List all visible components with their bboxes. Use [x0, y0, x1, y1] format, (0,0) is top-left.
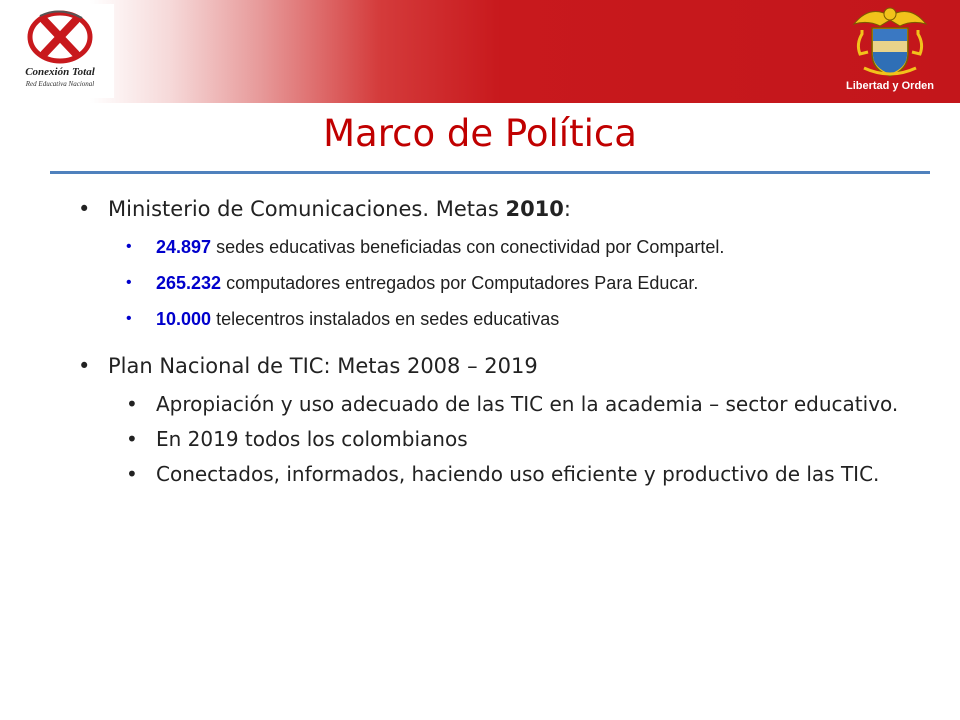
- sedes-number: 24.897: [156, 237, 212, 257]
- telecentros-number: 10.000: [156, 309, 212, 329]
- bullet-dot-icon: •: [78, 354, 91, 378]
- sub-bullet-apropiacion: [126, 392, 928, 417]
- logo-name: Conexión Total: [25, 66, 95, 78]
- bullet-dot-icon: •: [126, 274, 132, 291]
- colombianos-text: En 2019 todos los colombianos: [156, 427, 468, 451]
- ministerio-year: 2010: [505, 197, 564, 221]
- logo-subtitle: Red Educativa Nacional: [25, 80, 95, 88]
- slide-content: [78, 196, 928, 487]
- sub-bullet-colombianos: [126, 427, 928, 452]
- coat-of-arms-icon: [842, 4, 938, 80]
- x-logo-icon: [20, 8, 100, 66]
- sedes-text: sedes educativas beneficiadas con conectividad por Compartel.: [211, 237, 725, 257]
- page-title: Marco de Política: [323, 112, 637, 155]
- sub-bullet-telecentros: [126, 307, 928, 331]
- computadores-number: 265.232: [156, 273, 222, 293]
- sub-bullet-conectados: [126, 462, 928, 487]
- header-band: [0, 0, 960, 103]
- computadores-text: computadores entregados por Computadores Para Educar.: [221, 273, 699, 293]
- motto-text: Libertad y Orden: [845, 80, 935, 92]
- bullet-dot-icon: •: [126, 392, 138, 416]
- conexion-total-logo: [6, 4, 114, 98]
- apropiacion-text: Apropiación y uso adecuado de las TIC en la academia – sector educativo.: [156, 392, 899, 416]
- title-divider: [50, 171, 930, 174]
- sub-bullet-computadores: [126, 271, 928, 295]
- bullet-dot-icon: •: [126, 238, 132, 255]
- conectados-text: Conectados, informados, haciendo uso eficiente y productivo de las TIC.: [156, 462, 880, 486]
- bullet-dot-icon: •: [78, 197, 91, 221]
- ministerio-suffix: :: [563, 197, 571, 221]
- bullet-dot-icon: •: [126, 427, 138, 451]
- plan-nacional-text: Plan Nacional de TIC: Metas 2008 – 2019: [108, 354, 538, 378]
- sub-bullet-sedes: [126, 235, 928, 259]
- telecentros-text: telecentros instalados en sedes educativas: [211, 309, 560, 329]
- bullet-ministerio: [78, 196, 928, 223]
- bullet-dot-icon: •: [126, 462, 138, 486]
- bullet-plan-nacional: [78, 353, 928, 380]
- bullet-dot-icon: •: [126, 310, 132, 327]
- ministerio-text: Ministerio de Comunicaciones. Metas: [108, 197, 506, 221]
